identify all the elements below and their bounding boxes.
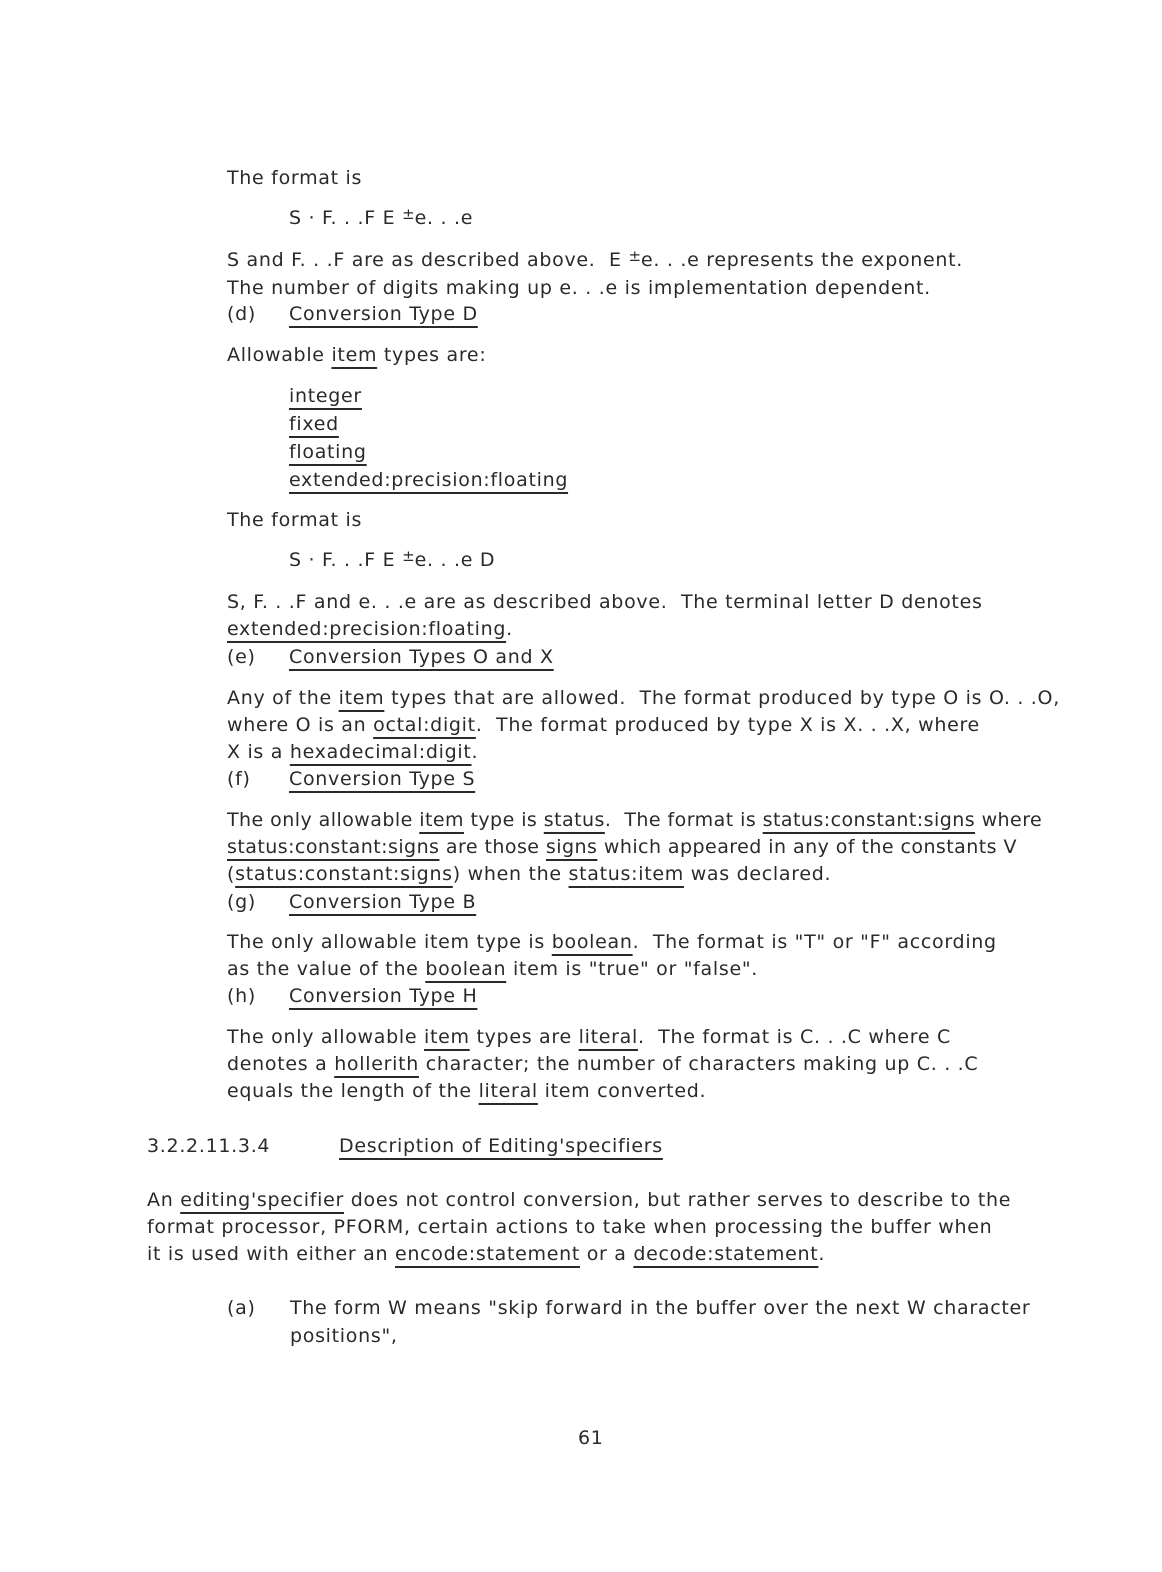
paragraph-d-line-2: extended:precision:floating. (227, 618, 513, 640)
item-d-title: Conversion Type D (289, 303, 478, 325)
paragraph-h-line-1: The only allowable item types are literal. The format is C. . .C where C (227, 1026, 951, 1048)
format-heading-1: The format is (227, 167, 363, 189)
item-term: item (331, 344, 378, 366)
paragraph-d-line-1: S, F. . .F and e. . .e are as described above. The terminal letter D denotes (227, 591, 983, 613)
section-paragraph-line-2: format processor, PFORM, certain actions to take when processing the buffer when (147, 1216, 993, 1238)
paragraph-c-line-1: S and F. . .F are as described above. E ±e. . .e represents the exponent. (227, 247, 964, 271)
item-e-label: (e) (227, 646, 256, 668)
page-number: 61 (578, 1427, 604, 1449)
type-integer: integer (289, 385, 362, 407)
item-h-label: (h) (227, 985, 256, 1007)
type-fixed: fixed (289, 413, 339, 435)
format-formula-1: S · F. . .F E ±e. . .e (289, 205, 474, 229)
paragraph-f-line-2: status:constant:signs are those signs which appeared in any of the constants V (227, 836, 1017, 858)
format-formula-2: S · F. . .F E ±e. . .e D (289, 547, 496, 571)
format-heading-2: The format is (227, 509, 363, 531)
paragraph-e-line-1: Any of the item types that are allowed. The format produced by type O is O. . .O, (227, 687, 1060, 709)
item-f-label: (f) (227, 768, 251, 790)
allowable-types-line: Allowable item types are: (227, 344, 487, 366)
paragraph-g-line-2: as the value of the boolean item is "true" or "false". (227, 958, 759, 980)
paragraph-c-line-2: The number of digits making up e. . .e is implementation dependent. (227, 277, 931, 299)
section-number: 3.2.2.11.3.4 (147, 1135, 271, 1157)
item-a-label: (a) (227, 1297, 256, 1319)
item-a-line-1: The form W means "skip forward in the buffer over the next W character (290, 1297, 1031, 1319)
paragraph-f-line-3: (status:constant:signs) when the status:item was declared. (227, 863, 832, 885)
type-floating: floating (289, 441, 367, 463)
paragraph-e-line-3: X is a hexadecimal:digit. (227, 741, 479, 763)
item-g-label: (g) (227, 891, 256, 913)
section-paragraph-line-1: An editing'specifier does not control conversion, but rather serves to describe to the (147, 1189, 1012, 1211)
paragraph-g-line-1: The only allowable item type is boolean. The format is "T" or "F" according (227, 931, 997, 953)
paragraph-e-line-2: where O is an octal:digit. The format produced by type X is X. . .X, where (227, 714, 980, 736)
paragraph-h-line-3: equals the length of the literal item converted. (227, 1080, 707, 1102)
item-f-title: Conversion Type S (289, 768, 476, 790)
item-a-line-2: positions", (290, 1325, 398, 1347)
type-extended-precision-floating: extended:precision:floating (289, 469, 569, 491)
item-g-title: Conversion Type B (289, 891, 477, 913)
paragraph-f-line-1: The only allowable item type is status. The format is status:constant:signs where (227, 809, 1043, 831)
section-paragraph-line-3: it is used with either an encode:statement or a decode:statement. (147, 1243, 826, 1265)
paragraph-h-line-2: denotes a hollerith character; the number of characters making up C. . .C (227, 1053, 979, 1075)
item-d-label: (d) (227, 303, 256, 325)
section-title: Description of Editing'specifiers (339, 1135, 663, 1157)
item-e-title: Conversion Types O and X (289, 646, 554, 668)
item-h-title: Conversion Type H (289, 985, 478, 1007)
